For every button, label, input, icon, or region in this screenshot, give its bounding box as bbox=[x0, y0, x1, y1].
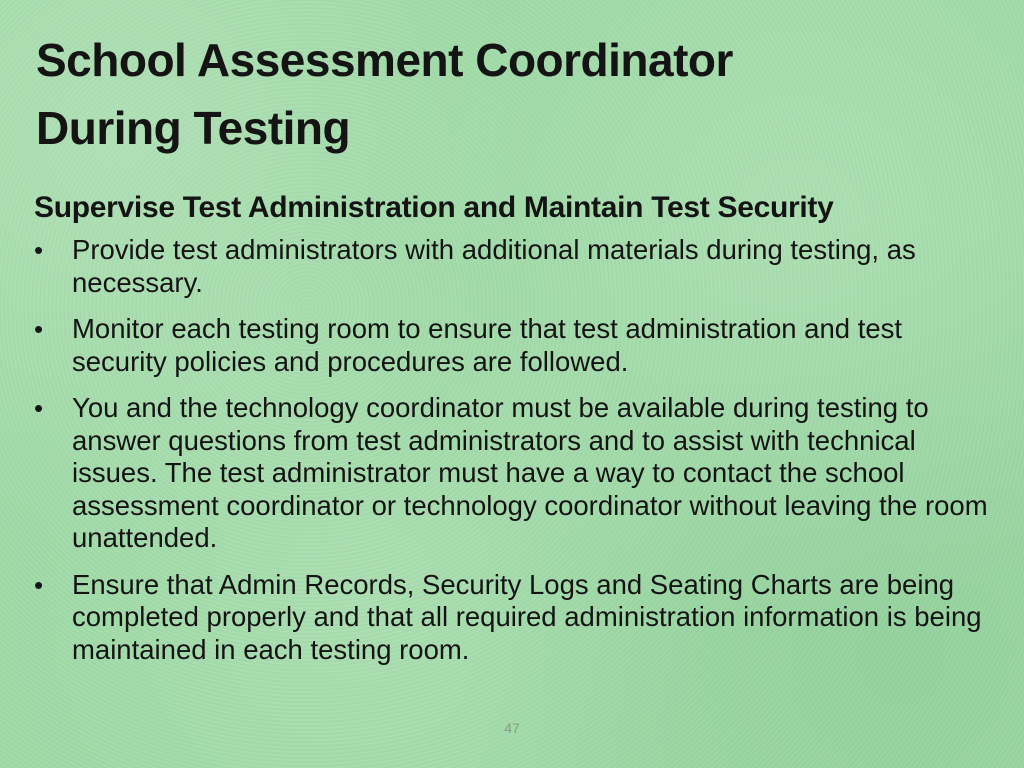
section-subheading: Supervise Test Administration and Maintain Test Security bbox=[34, 191, 834, 224]
bullet-text: Ensure that Admin Records, Security Logs and Seating Charts are being completed properly and that all required administration information is being maintained in each testing room. bbox=[72, 568, 982, 665]
bullet-icon: • bbox=[34, 314, 44, 344]
bullet-item bbox=[34, 569, 994, 667]
bullet-item bbox=[34, 313, 994, 378]
bullet-icon: • bbox=[34, 569, 44, 600]
bullet-text: You and the technology coordinator must be available during testing to answer questions from test administrators and to assist with technical issues. The test administrator must have a way to contact the school assessment coordinator or technology coordinator without leaving the room unattended. bbox=[72, 392, 988, 553]
bullet-text: Provide test administrators with additional materials during testing, as necessary. bbox=[72, 234, 916, 298]
slide-content bbox=[34, 188, 994, 680]
bullet-icon: • bbox=[34, 235, 44, 265]
slide-title-line-2: During Testing bbox=[36, 102, 351, 154]
page-number: 47 bbox=[504, 720, 520, 736]
slide-title-line-1: School Assessment Coordinator bbox=[36, 34, 733, 86]
bullet-text: Monitor each testing room to ensure that test administration and test security policies and procedures are followed. bbox=[72, 313, 903, 377]
bullet-item bbox=[34, 234, 994, 299]
bullet-item bbox=[34, 392, 994, 555]
bullet-icon: • bbox=[34, 393, 44, 423]
slide-title bbox=[36, 26, 936, 162]
bullet-list bbox=[34, 234, 994, 666]
